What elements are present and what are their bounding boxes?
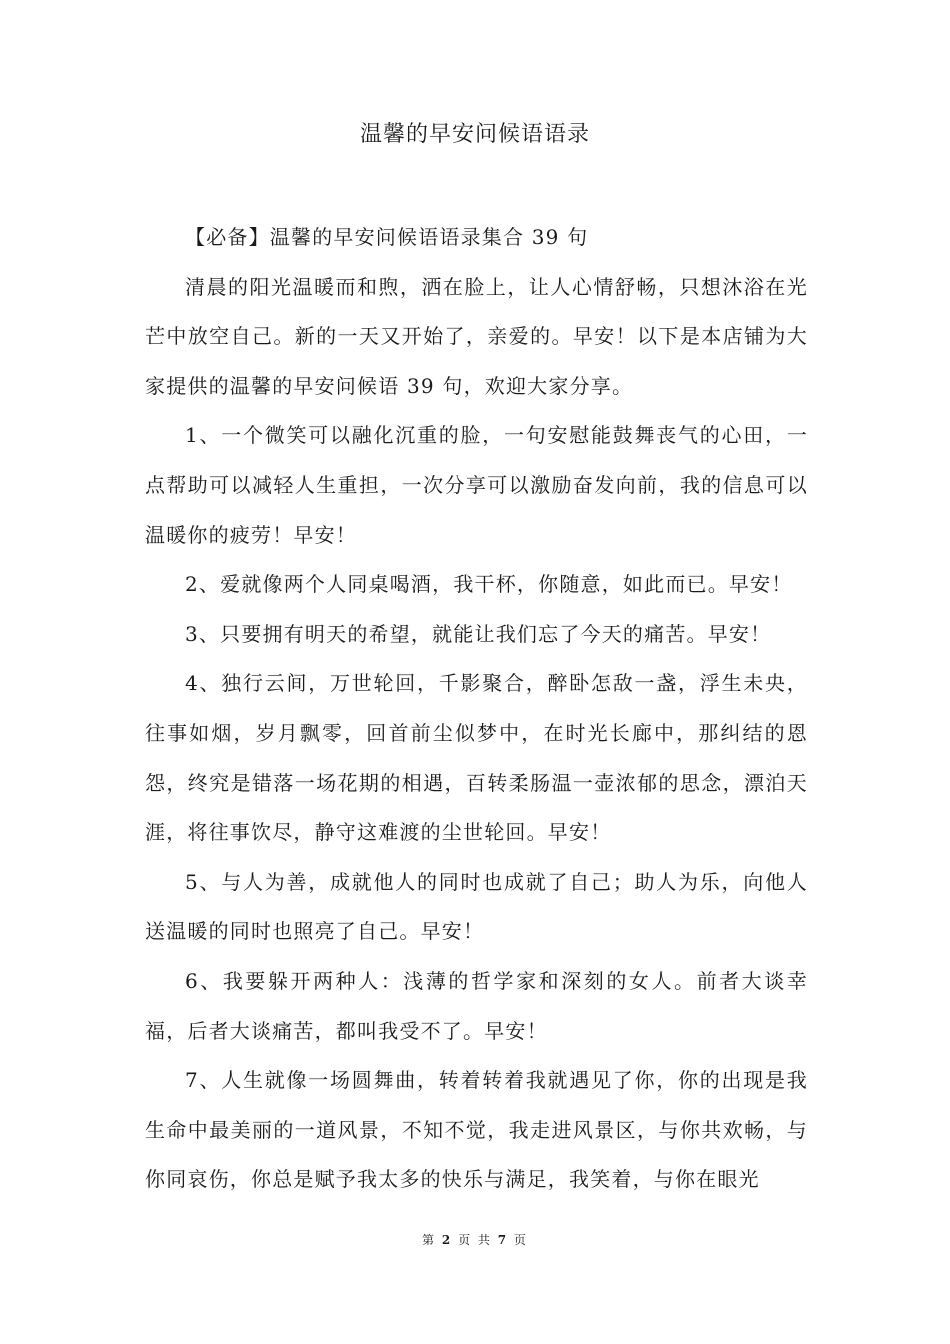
total-pages-number: 7 [497, 1233, 509, 1247]
quote-paragraph-7: 7、人生就像一场圆舞曲，转着转着我就遇见了你，你的出现是我生命中最美丽的一道风景，不知不觉，我走进风景区，与你共欢畅，与你同哀伤，你总是赋予我太多的快乐与满足，我笑着，与你在眼光 [145, 1068, 808, 1192]
footer-prefix: 第 [422, 1233, 437, 1247]
page-footer [0, 1231, 950, 1249]
quote-paragraph-3: 3、只要拥有明天的希望，就能让我们忘了今天的痛苦。早安！ [185, 621, 772, 646]
document-body [145, 213, 808, 1205]
quote-paragraph-2: 2、爱就像两个人同桌喝酒，我干杯，你随意，如此而已。早安！ [185, 572, 793, 597]
quote-paragraph-5: 5、与人为善，成就他人的同时也成就了自己；助人为乐，向他人送温暖的同时也照亮了自己。早安！ [145, 869, 808, 944]
quote-paragraph-6: 6、我要躲开两种人：浅薄的哲学家和深刻的女人。前者大谈幸福，后者大谈痛苦，都叫我受不了。早安！ [145, 968, 808, 1043]
subtitle-paragraph: 【必备】温馨的早安问候语语录集合 39 句 [185, 225, 589, 249]
footer-suffix: 页 [513, 1233, 528, 1247]
intro-paragraph: 清晨的阳光温暖而和煦，洒在脸上，让人心情舒畅，只想沐浴在光芒中放空自己。新的一天又开始了，亲爱的。早安！以下是本店铺为大家提供的温馨的早安问候语 39 句，欢迎大家分享。 [145, 274, 808, 398]
current-page-number: 2 [441, 1233, 453, 1247]
footer-middle: 页 共 [458, 1233, 492, 1247]
quote-paragraph-4: 4、独行云间，万世轮回，千影聚合，醉卧怎敌一盏，浮生未央，往事如烟，岁月飘零，回首前尘似梦中，在时光长廊中，那纠结的恩怨，终究是错落一场花期的相遇，百转柔肠温一壶浓郁的思念，漂泊天涯，将往事饮尽，静守这难渡的尘世轮回。早安！ [145, 671, 808, 845]
document-title: 温馨的早安问候语语录 [359, 122, 590, 147]
quote-paragraph-1: 1、一个微笑可以融化沉重的脸，一句安慰能鼓舞丧气的心田，一点帮助可以减轻人生重担，一次分享可以激励奋发向前，我的信息可以温暖你的疲劳！早安！ [145, 423, 808, 547]
